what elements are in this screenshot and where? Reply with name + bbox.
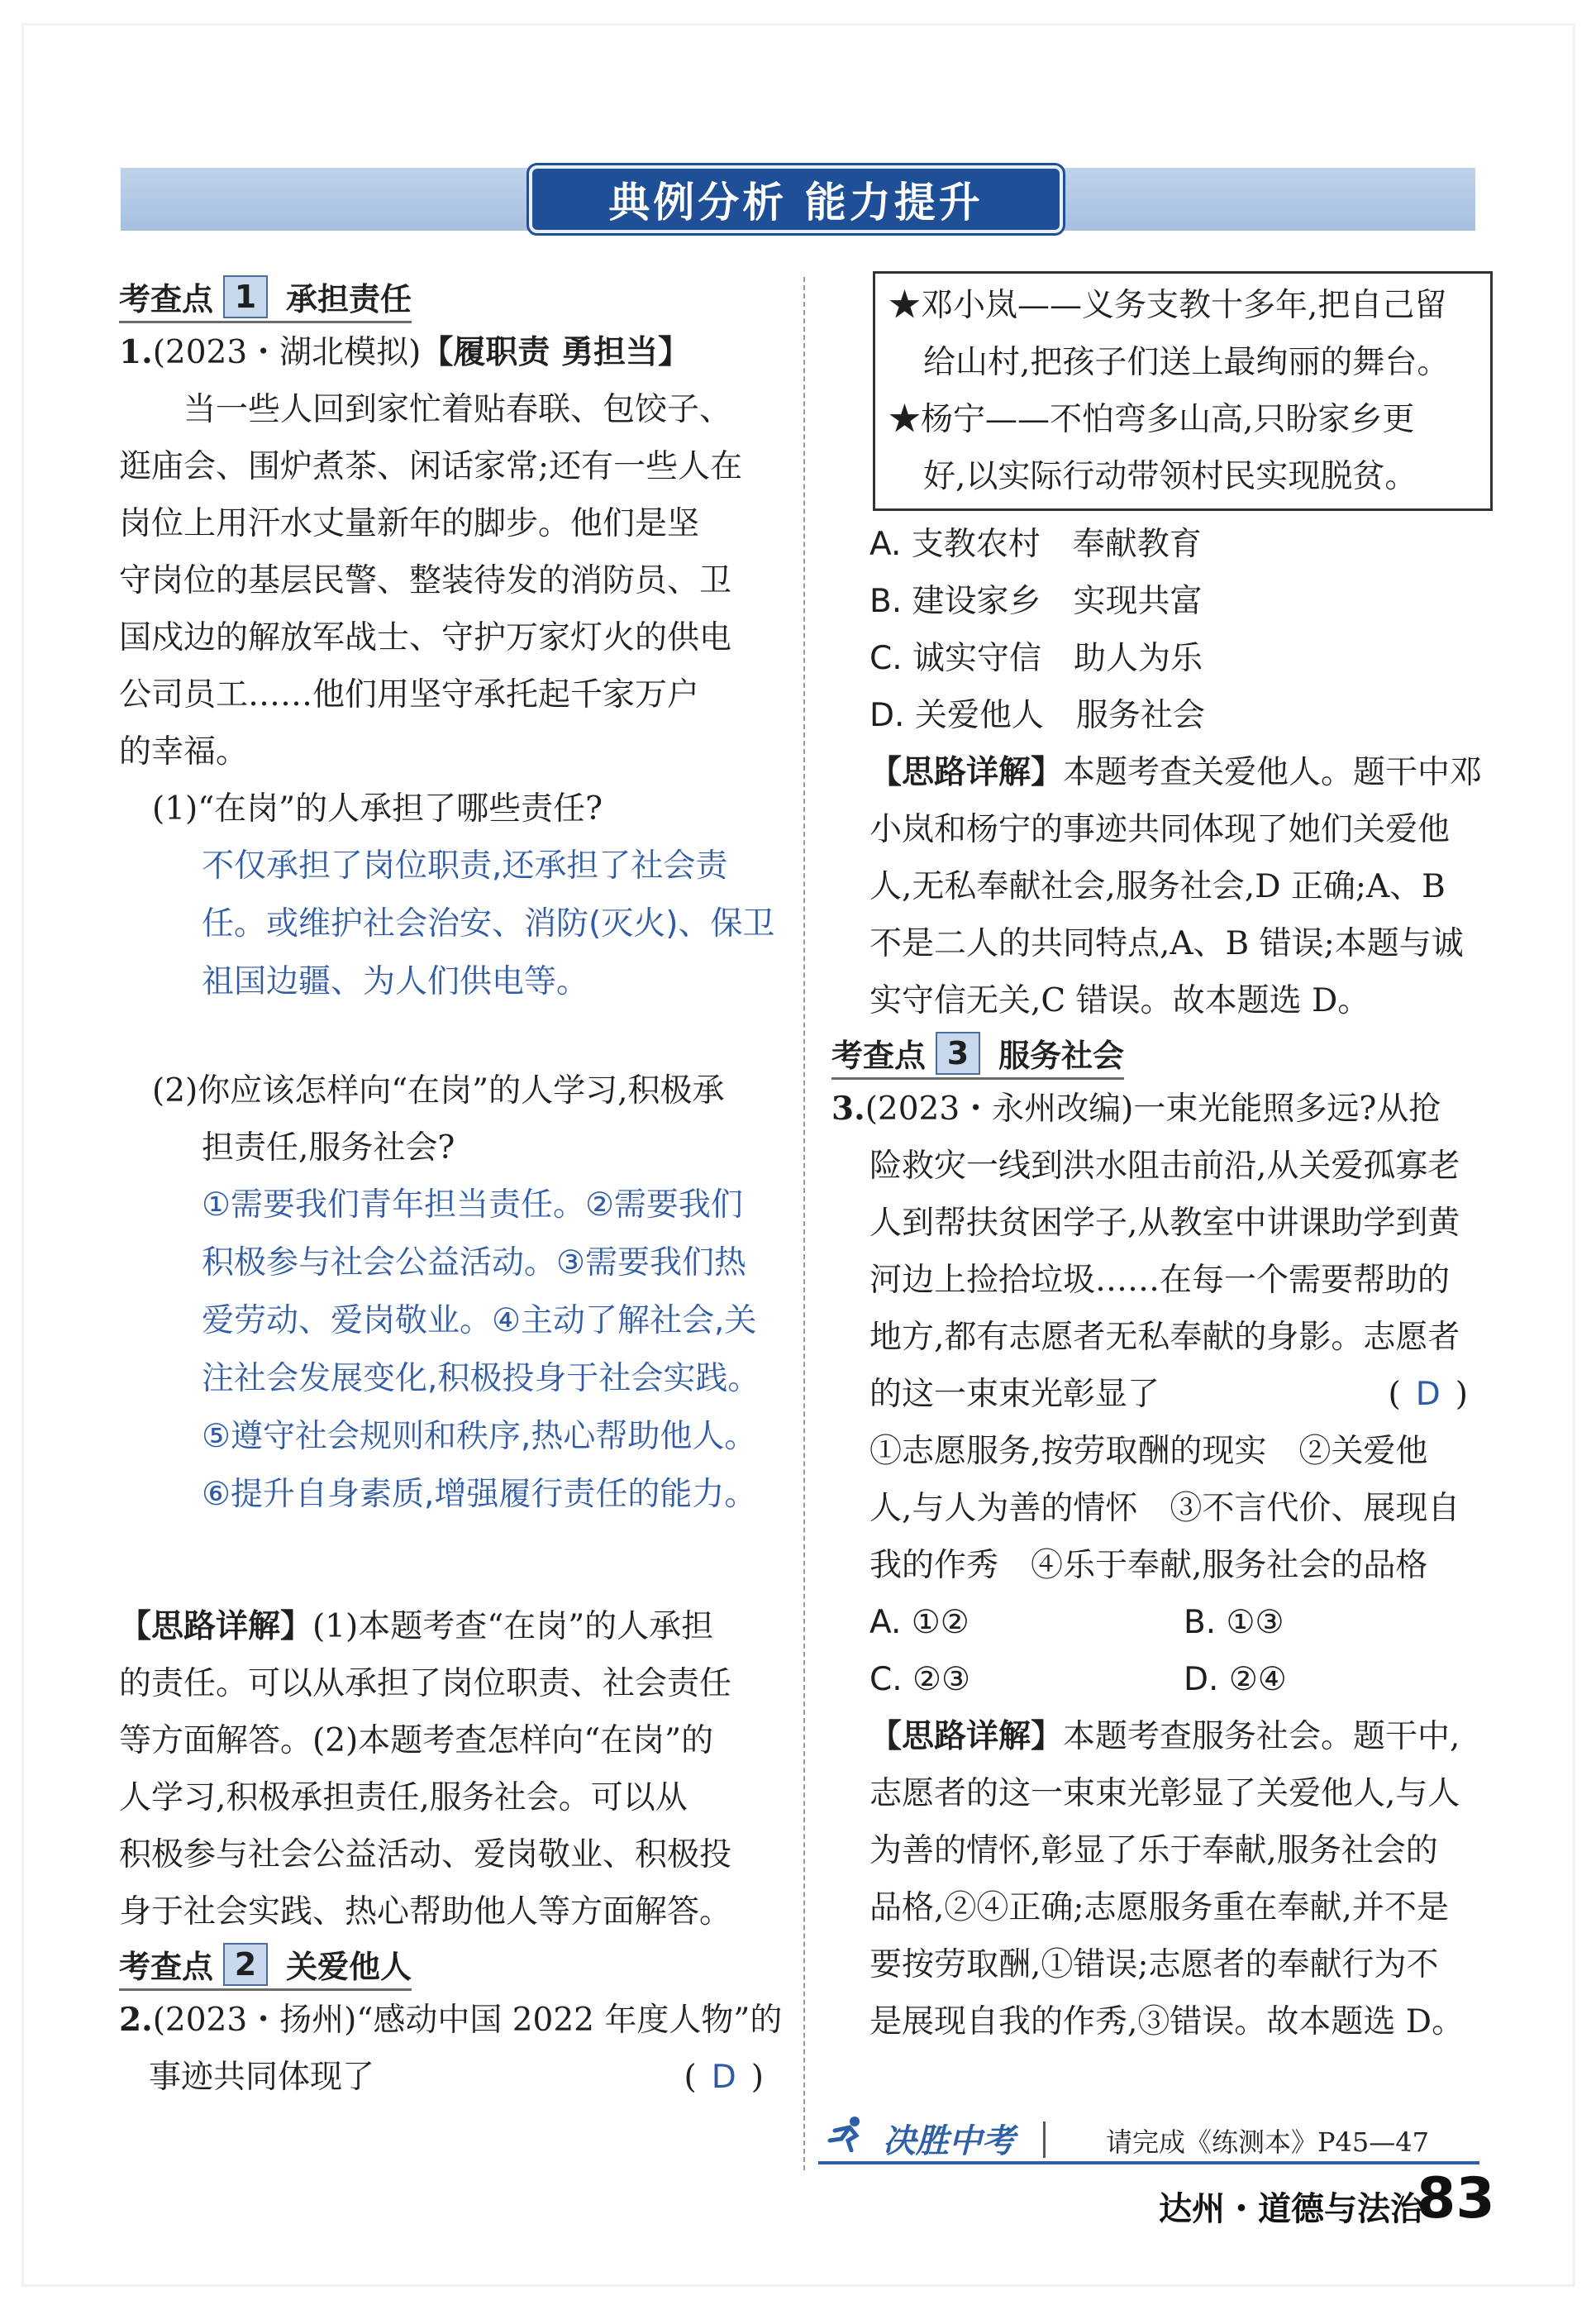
- question-3-items: ①志愿服务,按劳取酬的现实 ②关爱他 人,与人为善的情怀 ③不言代价、展现自 我的作秀 ④乐于奉献,服务社会的品格: [869, 1433, 1460, 1584]
- kp-number: 3: [936, 1032, 980, 1075]
- question-1-sub-1: (1)“在岗”的人承担了哪些责任?: [152, 790, 603, 828]
- practice-reference: 请完成《练测本》P45—47: [1106, 2126, 1429, 2158]
- kp-number: 2: [223, 1943, 268, 1986]
- option-d: D. ②④: [1184, 1661, 1287, 1698]
- question-3-options: [831, 1594, 1484, 1708]
- knowledge-point-3: [831, 1029, 1484, 1081]
- question-2-options: [831, 516, 1484, 744]
- column-divider: [803, 277, 805, 2170]
- question-1-passage: 当一些人回到家忙着贴春联、包饺子、 逛庙会、围炉煮茶、闲话家常;还有一些人在 岗位上用汗水丈量新年的脚步。他们是坚 守岗位的基层民警、整装待发的消防员、卫 国戍边的解放军战士、守护万家灯火的供电 公司员工……他们用坚守承托起千家万户 的幸福。: [119, 391, 743, 771]
- kp-label: 考查点: [119, 1949, 214, 1985]
- kp-label: 考查点: [119, 281, 214, 317]
- question-1-explanation: 【思路详解】(1)本题考查“在岗”的人承担 的责任。可以从承担了岗位职责、社会责任 等方面解答。(2)本题考查怎样向“在岗”的 人学习,积极承担责任,服务社会。可以从 积极参与社会公益活动、爱岗敬业、积极投 身于社会实践、热心帮助他人等方面解答。: [119, 1608, 732, 1931]
- footer-separator: [1043, 2121, 1046, 2158]
- option-c: C. ②③: [869, 1661, 970, 1698]
- question-2-answer: D: [711, 2059, 736, 2096]
- knowledge-point-1: [119, 273, 780, 324]
- section-banner: [529, 165, 1063, 233]
- brand-logo: 决胜中考: [827, 2115, 1015, 2162]
- question-3-stem: 3.(2023・永州改编)一束光能照多远?从抢 险救灾一线到洪水阻击前沿,从关爱孤寡老 人到帮扶贫困学子,从教室中讲课助学到黄 河边上捡拾垃圾……在每一个需要帮助的 地方,都有志愿者无私奉献的身影。志愿者 的这一束束光彰显了 ( D ): [831, 1090, 1468, 1413]
- book-label: 达州・道德与法治: [1159, 2190, 1423, 2228]
- question-2-stem: 事迹共同体现了 ( D ): [149, 2059, 764, 2096]
- knowledge-point-2: [119, 1940, 780, 1992]
- question-2-heading: 2.(2023・扬州)“感动中国 2022 年度人物”的: [119, 2001, 783, 2039]
- right-column: [831, 273, 1484, 2050]
- question-1-sub-2: (2)你应该怎样向“在岗”的人学习,积极承 担责任,服务社会?: [152, 1072, 725, 1167]
- option-a: A. 支教农村 奉献教育: [869, 526, 1202, 563]
- left-column: [119, 273, 783, 2106]
- page-number: 83: [1417, 2166, 1495, 2231]
- option-d: D. 关爱他人 服务社会: [869, 697, 1205, 734]
- option-b: B. 建设家乡 实现共富: [869, 583, 1203, 620]
- question-1-answer-1: 不仅承担了岗位职责,还承担了社会责 任。或维护社会治安、消防(灭火)、保卫 祖国边疆、为人们供电等。: [202, 847, 775, 1000]
- kp-title: 服务社会: [998, 1038, 1125, 1074]
- question-1-answer-2: ①需要我们青年担当责任。②需要我们 积极参与社会公益活动。③需要我们热 爱劳动、爱岗敬业。④主动了解社会,关 注社会发展变化,积极投身于社会实践。 ⑤遵守社会规则和秩序,热心帮助他人。 ⑥提升自身素质,增强履行责任的能力。: [202, 1186, 760, 1513]
- question-3-answer: D: [1415, 1376, 1441, 1413]
- question-2-explanation: 【思路详解】本题考查关爱他人。题干中邓 小岚和杨宁的事迹共同体现了她们关爱他 人,无私奉献社会,服务社会,D 正确;A、B 不是二人的共同特点,A、B 错误;本题与诚 实守信无关,C 错误。故本题选 D。: [869, 754, 1483, 1019]
- section-title: 典例分析 能力提升: [608, 179, 984, 227]
- kp-title: 承担责任: [286, 281, 412, 317]
- kp-number: 1: [223, 275, 268, 318]
- runner-icon: [827, 2122, 878, 2160]
- option-b: B. ①③: [1184, 1604, 1284, 1641]
- footer-rule: [818, 2161, 1479, 2164]
- question-3-explanation: 【思路详解】本题考查服务社会。题干中, 志愿者的这一束束光彰显了关爱他人,与人 为善的情怀,彰显了乐于奉献,服务社会的 品格,②④正确;志愿服务重在奉献,并不是 要按劳取酬,①错误;志愿者的奉献行为不 是展现自我的作秀,③错误。故本题选 D。: [869, 1718, 1465, 2040]
- option-a: A. ①②: [869, 1604, 970, 1641]
- kp-title: 关爱他人: [286, 1949, 412, 1985]
- question-1-heading: 1.(2023・湖北模拟)【履职责 勇担当】: [119, 333, 690, 371]
- kp-label: 考查点: [831, 1038, 927, 1074]
- question-2-profile-box: ★邓小岚——义务支教十多年,把自己留 给山村,把孩子们送上最绚丽的舞台。 ★杨宁——不怕弯多山高,只盼家乡更 好,以实际行动带领村民实现脱贫。: [873, 271, 1493, 511]
- option-c: C. 诚实守信 助人为乐: [869, 640, 1203, 677]
